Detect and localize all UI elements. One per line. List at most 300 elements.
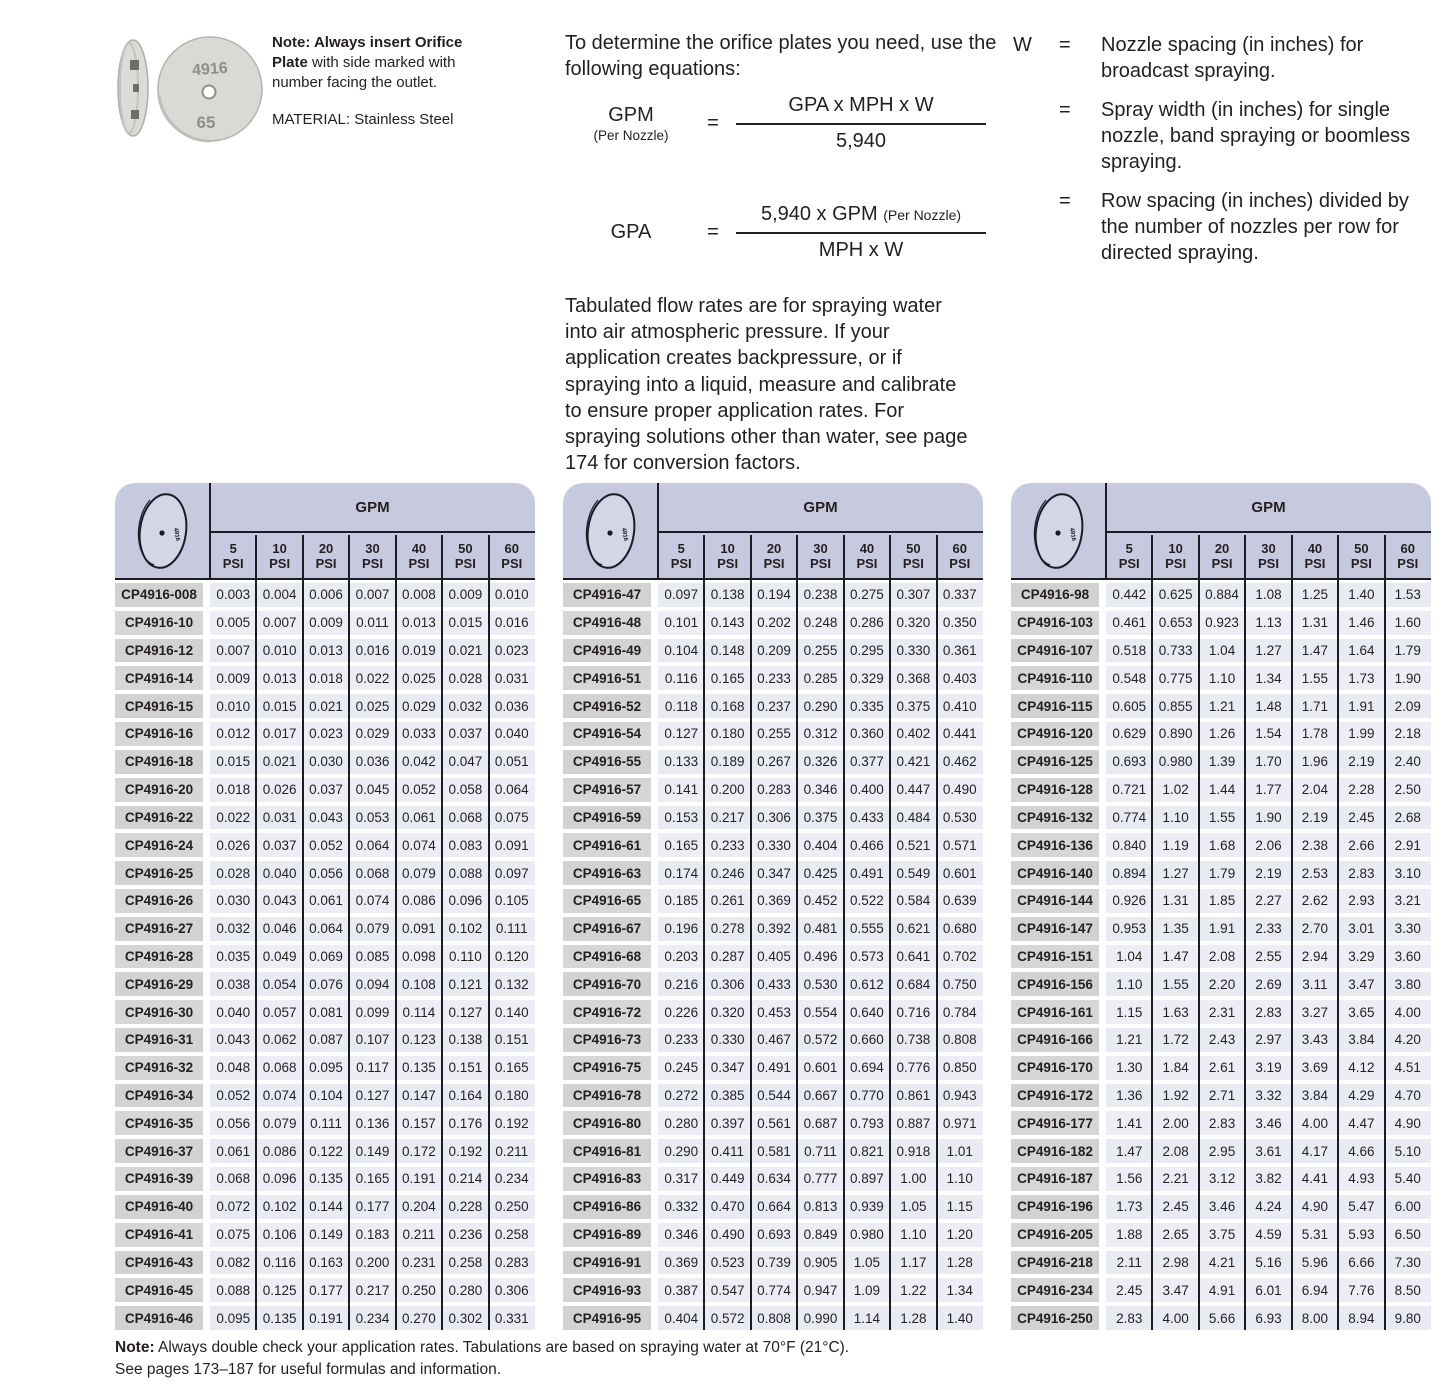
gpm-value: 6.50 [1385, 1223, 1431, 1247]
part-number: CP4916-20 [115, 778, 203, 802]
gpm-value: 0.075 [210, 1223, 256, 1247]
gpm-value: 0.238 [797, 583, 843, 607]
part-number: CP4916-115 [1011, 694, 1099, 718]
gpm-value: 1.10 [937, 1167, 983, 1191]
gpm-value: 0.923 [1199, 611, 1245, 635]
gpm-value: 0.548 [1106, 666, 1152, 690]
psi-header-cell [704, 535, 750, 578]
gpm-value: 0.905 [797, 1251, 843, 1275]
part-number: CP4916-182 [1011, 1139, 1099, 1163]
gpm-value: 0.064 [489, 778, 535, 802]
gpm-value: 0.110 [442, 945, 488, 969]
gpm-value: 0.411 [704, 1139, 750, 1163]
orifice-plate-photo [106, 26, 274, 146]
gpm-value: 0.005 [210, 611, 256, 635]
psi-unit: PSI [1304, 555, 1326, 571]
insert-note-rest: with side marked with number facing the outlet. [272, 53, 456, 91]
gpm-value: 0.107 [349, 1028, 395, 1052]
part-number: CP4916-89 [563, 1223, 651, 1247]
part-number: CP4916-250 [1011, 1306, 1099, 1330]
gpm-value: 1.31 [1292, 611, 1338, 635]
psi-value: 60 [1400, 540, 1415, 556]
part-number: CP4916-18 [115, 750, 203, 774]
gpm-value: 0.387 [658, 1278, 704, 1302]
gpm-value: 0.572 [704, 1306, 750, 1330]
gpm-value: 5.31 [1292, 1223, 1338, 1247]
gpm-value: 0.228 [442, 1195, 488, 1219]
gpm-value: 0.127 [658, 722, 704, 746]
part-number: CP4916-45 [115, 1278, 203, 1302]
gpm-value: 0.165 [658, 833, 704, 857]
column-divider-line [1198, 535, 1200, 1330]
table-row [563, 694, 983, 718]
gpm-value: 2.53 [1292, 861, 1338, 885]
gpm-value: 2.19 [1338, 750, 1384, 774]
svg-text:4916: 4916 [619, 526, 628, 542]
gpm-value: 2.68 [1385, 806, 1431, 830]
part-number: CP4916-55 [563, 750, 651, 774]
gpm-value: 0.625 [1152, 583, 1198, 607]
w-definition-text: Nozzle spacing (in inches) for broadcast spraying. [1101, 34, 1364, 82]
gpm-value: 2.83 [1338, 861, 1384, 885]
part-number: CP4916-37 [115, 1139, 203, 1163]
psi-header-cell [751, 535, 797, 578]
orifice-plate-icon-cell [115, 483, 210, 578]
gpm-value: 0.361 [937, 639, 983, 663]
gpm-value: 0.064 [303, 917, 349, 941]
gpm-value: 0.075 [489, 806, 535, 830]
gpm-value: 0.203 [658, 945, 704, 969]
gpm-value: 1.91 [1199, 917, 1245, 941]
column-divider-line [889, 535, 891, 1330]
gpm-value: 0.346 [658, 1223, 704, 1247]
orifice-plate-photo-art [106, 26, 274, 146]
part-number: CP4916-166 [1011, 1028, 1099, 1052]
part-number: CP4916-80 [563, 1111, 651, 1135]
gpm-value: 2.83 [1245, 1000, 1291, 1024]
gpm-value: 0.375 [890, 694, 936, 718]
gpm-equation-lhs [572, 104, 690, 143]
gpm-value: 0.108 [396, 972, 442, 996]
gpm-value: 0.037 [256, 833, 302, 857]
part-number: CP4916-57 [563, 778, 651, 802]
part-number: CP4916-32 [115, 1056, 203, 1080]
gpm-value: 0.234 [349, 1306, 395, 1330]
gpm-value: 1.39 [1199, 750, 1245, 774]
psi-unit: PSI [856, 555, 878, 571]
gpm-value: 1.40 [937, 1306, 983, 1330]
gpm-value: 0.042 [396, 750, 442, 774]
part-number: CP4916-67 [563, 917, 651, 941]
gpm-equation [572, 94, 986, 153]
gpm-value: 0.236 [442, 1223, 488, 1247]
gpm-value: 1.30 [1106, 1056, 1152, 1080]
gpm-value: 0.028 [210, 861, 256, 885]
part-number: CP4916-177 [1011, 1111, 1099, 1135]
column-divider-line [302, 535, 304, 1330]
part-number: CP4916-68 [563, 945, 651, 969]
column-divider-line [1244, 535, 1246, 1330]
gpm-value: 0.209 [751, 639, 797, 663]
part-number: CP4916-144 [1011, 889, 1099, 913]
gpm-value: 0.054 [256, 972, 302, 996]
gpm-value: 0.021 [256, 750, 302, 774]
psi-unit: PSI [1211, 555, 1233, 571]
gpm-value: 5.47 [1338, 1195, 1384, 1219]
svg-text:65: 65 [196, 113, 216, 132]
psi-unit: PSI [810, 555, 831, 571]
gpm-value: 2.55 [1245, 945, 1291, 969]
gpm-value: 0.405 [751, 945, 797, 969]
gpm-value: 0.088 [210, 1278, 256, 1302]
part-number: CP4916-63 [563, 861, 651, 885]
gpm-value: 1.60 [1385, 611, 1431, 635]
gpm-value: 0.980 [1152, 750, 1198, 774]
gpm-value: 0.052 [396, 778, 442, 802]
gpm-value: 0.016 [349, 639, 395, 663]
table-header [1011, 483, 1431, 580]
gpm-value: 0.346 [797, 778, 843, 802]
gpm-value: 0.733 [1152, 639, 1198, 663]
gpm-value: 0.347 [704, 1056, 750, 1080]
gpm-value: 0.048 [210, 1056, 256, 1080]
gpm-value: 2.00 [1152, 1111, 1198, 1135]
gpm-value: 0.233 [658, 1028, 704, 1052]
gpa-numerator-small: (Per Nozzle) [883, 207, 962, 223]
gpm-value: 1.34 [937, 1278, 983, 1302]
gpm-value: 0.003 [210, 583, 256, 607]
gpm-value: 0.554 [797, 1000, 843, 1024]
gpm-value: 0.165 [349, 1167, 395, 1191]
gpm-value: 0.452 [797, 889, 843, 913]
gpm-value: 4.41 [1292, 1167, 1338, 1191]
gpm-value: 0.046 [256, 917, 302, 941]
gpm-value: 0.062 [256, 1028, 302, 1052]
gpm-value: 1.47 [1292, 639, 1338, 663]
gpm-value: 0.007 [256, 611, 302, 635]
psi-value: 50 [1354, 540, 1369, 556]
gpm-value: 0.547 [704, 1278, 750, 1302]
table-row [563, 1056, 983, 1080]
psi-unit: PSI [269, 555, 291, 571]
gpm-value: 0.016 [489, 611, 535, 635]
part-number: CP4916-30 [115, 1000, 203, 1024]
table-row [563, 945, 983, 969]
part-number: CP4916-95 [563, 1306, 651, 1330]
table-row [1011, 1195, 1431, 1219]
psi-header-cell [1199, 535, 1245, 578]
gpm-value: 0.040 [210, 1000, 256, 1024]
gpm-value: 0.087 [303, 1028, 349, 1052]
gpm-value: 2.08 [1152, 1139, 1198, 1163]
gpm-value: 1.10 [1199, 666, 1245, 690]
footer-note-bold: Note: [115, 1339, 155, 1356]
table-row [115, 972, 535, 996]
gpm-value: 0.045 [349, 778, 395, 802]
gpm-value: 0.192 [489, 1111, 535, 1135]
gpm-value: 0.887 [890, 1111, 936, 1135]
gpm-value: 0.467 [751, 1028, 797, 1052]
gpm-value: 0.410 [937, 694, 983, 718]
gpm-value: 0.047 [442, 750, 488, 774]
part-number: CP4916-170 [1011, 1056, 1099, 1080]
gpm-value: 0.258 [489, 1223, 535, 1247]
gpm-value: 1.70 [1245, 750, 1291, 774]
gpm-value: 0.185 [658, 889, 704, 913]
gpm-value: 2.95 [1199, 1139, 1245, 1163]
gpm-value: 0.306 [489, 1278, 535, 1302]
gpm-value: 1.21 [1106, 1028, 1152, 1052]
gpm-value: 0.018 [303, 666, 349, 690]
gpm-value: 0.015 [442, 611, 488, 635]
gpm-value: 0.061 [396, 806, 442, 830]
gpm-value: 1.79 [1199, 861, 1245, 885]
gpm-value: 3.46 [1245, 1111, 1291, 1135]
part-number: CP4916-187 [1011, 1167, 1099, 1191]
gpm-value: 0.250 [396, 1278, 442, 1302]
gpm-value: 0.021 [303, 694, 349, 718]
gpm-value: 0.369 [658, 1251, 704, 1275]
gpm-value: 1.15 [937, 1195, 983, 1219]
table-row [563, 833, 983, 857]
gpm-value: 0.068 [349, 861, 395, 885]
gpm-value: 4.93 [1338, 1167, 1384, 1191]
gpm-value: 0.180 [489, 1084, 535, 1108]
gpm-value: 0.049 [256, 945, 302, 969]
gpm-value: 0.101 [658, 611, 704, 635]
gpm-value: 1.44 [1199, 778, 1245, 802]
gpm-value: 1.88 [1106, 1223, 1152, 1247]
table-row [115, 611, 535, 635]
gpm-value: 0.716 [890, 1000, 936, 1024]
gpm-value: 0.521 [890, 833, 936, 857]
psi-value: 10 [272, 540, 287, 556]
gpm-value: 0.523 [704, 1251, 750, 1275]
psi-header-cell [1338, 535, 1384, 578]
gpm-value: 0.135 [256, 1306, 302, 1330]
gpm-value: 0.079 [396, 861, 442, 885]
gpm-value: 0.400 [844, 778, 890, 802]
gpm-value: 0.007 [210, 639, 256, 663]
gpm-value: 0.490 [937, 778, 983, 802]
gpm-value: 1.96 [1292, 750, 1338, 774]
gpm-value: 0.286 [844, 611, 890, 635]
table-row [115, 833, 535, 857]
gpm-value: 0.097 [489, 861, 535, 885]
table-row [115, 861, 535, 885]
psi-value: 20 [318, 540, 334, 556]
table-row [563, 639, 983, 663]
part-number: CP4916-52 [563, 694, 651, 718]
gpm-value: 0.133 [658, 750, 704, 774]
gpm-value: 0.360 [844, 722, 890, 746]
gpm-value: 0.530 [797, 972, 843, 996]
table-body [115, 580, 535, 1330]
gpm-value: 0.971 [937, 1111, 983, 1135]
psi-value: 20 [1214, 540, 1230, 556]
gpm-value: 1.46 [1338, 611, 1384, 635]
gpm-value: 7.30 [1385, 1251, 1431, 1275]
gpm-value: 1.10 [1152, 806, 1198, 830]
gpm-value: 0.522 [844, 889, 890, 913]
part-number: CP4916-16 [115, 722, 203, 746]
table-row [115, 694, 535, 718]
gpm-value: 3.11 [1292, 972, 1338, 996]
gpm-value: 2.61 [1199, 1056, 1245, 1080]
gpm-value: 3.82 [1245, 1167, 1291, 1191]
gpm-value: 2.69 [1245, 972, 1291, 996]
psi-header-cell [658, 535, 704, 578]
gpm-value: 0.057 [256, 1000, 302, 1024]
gpm-value: 0.306 [751, 806, 797, 830]
gpm-value: 0.056 [210, 1111, 256, 1135]
gpm-value: 0.680 [937, 917, 983, 941]
gpm-value: 0.011 [349, 611, 395, 635]
gpm-value: 0.096 [442, 889, 488, 913]
gpm-value: 2.83 [1199, 1111, 1245, 1135]
gpm-value: 0.106 [256, 1223, 302, 1247]
part-number: CP4916-40 [115, 1195, 203, 1219]
gpm-value: 0.285 [797, 666, 843, 690]
gpm-value: 1.63 [1152, 1000, 1198, 1024]
part-number: CP4916-34 [115, 1084, 203, 1108]
psi-unit: PSI [1350, 555, 1372, 571]
gpm-value: 2.50 [1385, 778, 1431, 802]
gpm-value: 0.174 [658, 861, 704, 885]
gpm-value: 0.601 [937, 861, 983, 885]
gpm-value: 0.612 [844, 972, 890, 996]
gpm-value: 1.09 [844, 1278, 890, 1302]
gpm-value: 4.66 [1338, 1139, 1384, 1163]
gpm-value: 0.605 [1106, 694, 1152, 718]
table-row [1011, 889, 1431, 913]
gpm-value: 0.496 [797, 945, 843, 969]
gpm-value: 1.34 [1245, 666, 1291, 690]
gpm-value: 0.307 [890, 583, 936, 607]
gpm-value: 0.337 [937, 583, 983, 607]
gpm-value: 0.664 [751, 1195, 797, 1219]
gpm-value: 0.116 [256, 1251, 302, 1275]
table-row [563, 611, 983, 635]
psi-value: 10 [1168, 540, 1183, 556]
gpm-value: 0.214 [442, 1167, 488, 1191]
gpm-value: 0.939 [844, 1195, 890, 1219]
part-number: CP4916-47 [563, 583, 651, 607]
gpm-value: 0.233 [751, 666, 797, 690]
table-row [1011, 1306, 1431, 1330]
part-number: CP4916-31 [115, 1028, 203, 1052]
gpm-value: 0.694 [844, 1056, 890, 1080]
gpm-value: 2.09 [1385, 694, 1431, 718]
part-number: CP4916-107 [1011, 639, 1099, 663]
table-row [115, 1251, 535, 1275]
part-number: CP4916-39 [115, 1167, 203, 1191]
gpm-value: 1.53 [1385, 583, 1431, 607]
table-row [563, 722, 983, 746]
gpm-value: 0.280 [658, 1111, 704, 1135]
gpm-value: 0.061 [210, 1139, 256, 1163]
gpm-header: GPM [1106, 483, 1431, 533]
footer-note-rest: Always double check your application rates. Tabulations are based on spraying water at 70°F (21°C). [154, 1339, 850, 1356]
gpm-denominator: 5,940 [835, 130, 887, 152]
psi-header-cell [349, 535, 395, 578]
column-divider-line [255, 535, 257, 1330]
gpm-value: 0.861 [890, 1084, 936, 1108]
gpm-value: 2.98 [1152, 1251, 1198, 1275]
gpm-value: 0.250 [489, 1195, 535, 1219]
gpm-value: 4.21 [1199, 1251, 1245, 1275]
gpm-value: 0.629 [1106, 722, 1152, 746]
part-number: CP4916-73 [563, 1028, 651, 1052]
gpm-value: 1.90 [1245, 806, 1291, 830]
psi-unit: PSI [1118, 555, 1140, 571]
table-row [1011, 1028, 1431, 1052]
psi-header-cell [396, 535, 442, 578]
gpm-value: 0.025 [396, 666, 442, 690]
table-row [1011, 972, 1431, 996]
gpm-value: 0.074 [256, 1084, 302, 1108]
gpm-value: 0.051 [489, 750, 535, 774]
gpm-value: 4.51 [1385, 1056, 1431, 1080]
part-number: CP4916-41 [115, 1223, 203, 1247]
table-row [115, 722, 535, 746]
gpm-value: 0.007 [349, 583, 395, 607]
gpm-header: GPM [210, 483, 535, 533]
gpm-value: 0.127 [349, 1084, 395, 1108]
gpm-value: 0.102 [256, 1195, 302, 1219]
part-number: CP4916-110 [1011, 666, 1099, 690]
gpm-value: 0.200 [349, 1251, 395, 1275]
gpm-value: 2.70 [1292, 917, 1338, 941]
table-row [1011, 1278, 1431, 1302]
part-number: CP4916-22 [115, 806, 203, 830]
psi-unit: PSI [902, 555, 924, 571]
part-number: CP4916-54 [563, 722, 651, 746]
gpm-value: 1.15 [1106, 1000, 1152, 1024]
gpm-value: 3.30 [1385, 917, 1431, 941]
gpm-value: 0.750 [937, 972, 983, 996]
gpm-value: 2.20 [1199, 972, 1245, 996]
gpm-value: 0.217 [349, 1278, 395, 1302]
gpm-value: 0.461 [1106, 611, 1152, 635]
gpm-value: 0.144 [303, 1195, 349, 1219]
per-nozzle-label: (Per Nozzle) [593, 128, 669, 143]
gpm-value: 0.058 [442, 778, 488, 802]
gpm-value: 0.335 [844, 694, 890, 718]
column-divider-line [936, 535, 938, 1330]
gpm-value: 0.330 [751, 833, 797, 857]
gpm-value: 0.449 [704, 1167, 750, 1191]
gpm-value: 0.808 [751, 1306, 797, 1330]
gpm-value: 2.28 [1338, 778, 1384, 802]
gpm-value: 3.10 [1385, 861, 1431, 885]
gpm-value: 0.026 [210, 833, 256, 857]
gpm-value: 1.28 [937, 1251, 983, 1275]
gpm-value: 4.90 [1385, 1111, 1431, 1135]
table-row [1011, 833, 1431, 857]
gpm-value: 2.94 [1292, 945, 1338, 969]
header-divider-line [1105, 483, 1107, 578]
gpm-value: 6.66 [1338, 1251, 1384, 1275]
equals-sign: = [707, 112, 719, 134]
table-row [115, 945, 535, 969]
gpm-value: 2.65 [1152, 1223, 1198, 1247]
orifice-plate-icon [128, 490, 198, 572]
column-divider-line [1291, 535, 1293, 1330]
gpm-value: 0.116 [658, 666, 704, 690]
part-number: CP4916-27 [115, 917, 203, 941]
gpm-value: 0.120 [489, 945, 535, 969]
